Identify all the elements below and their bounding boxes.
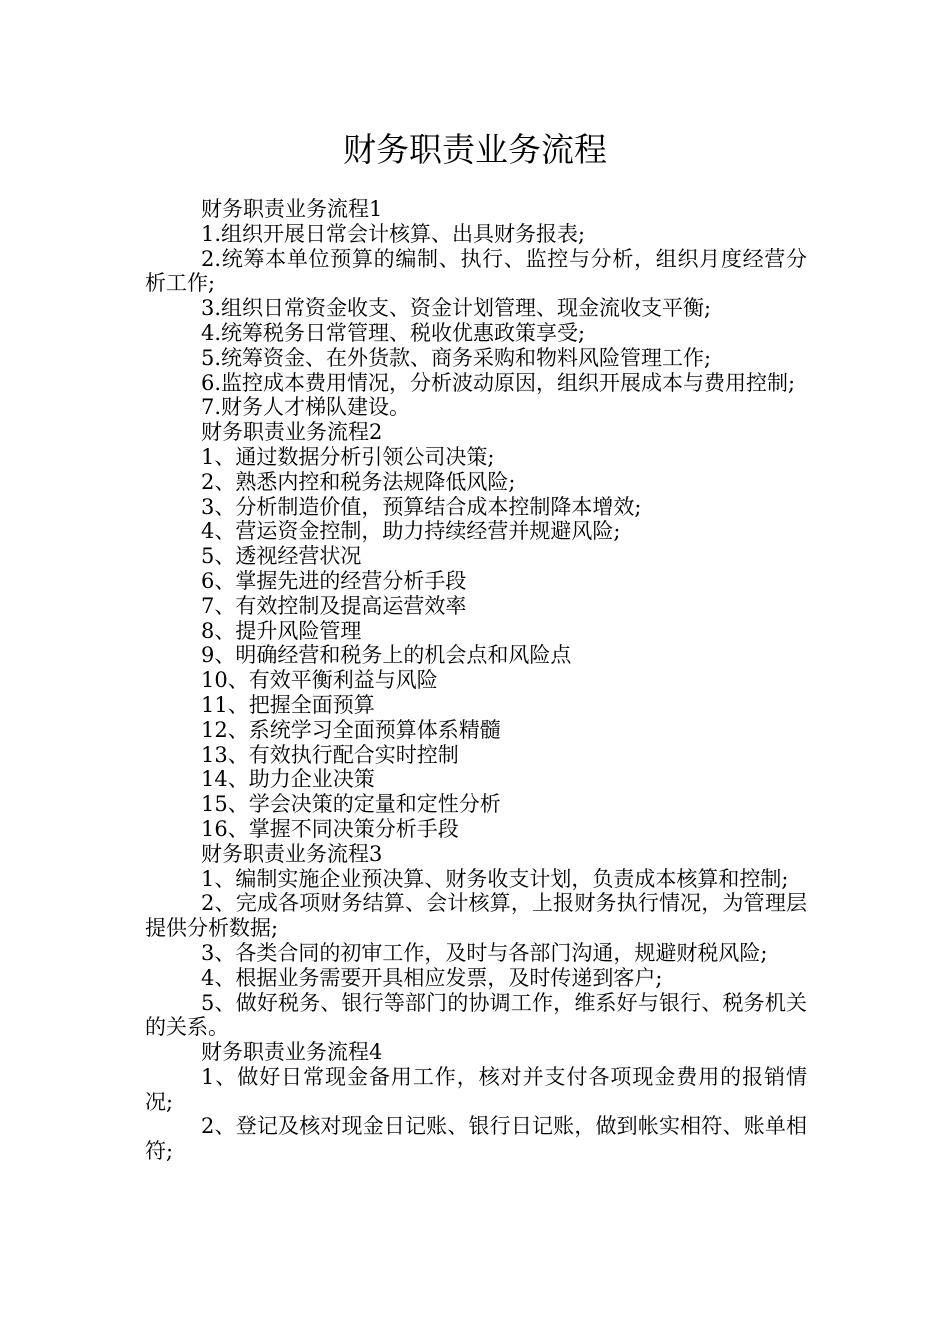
- list-item: 3、分析制造价值，预算结合成本控制降本增效;: [201, 494, 642, 519]
- list-item: 2、完成各项财务结算、会计核算，上报财务执行情况，为管理层提供分析数据;: [145, 891, 807, 941]
- list-item: 2、登记及核对现金日记账、银行日记账，做到帐实相符、账单相符;: [145, 1114, 807, 1164]
- list-item: 4.统筹税务日常管理、税收优惠政策享受;: [201, 320, 586, 345]
- list-item: 13、有效执行配合实时控制: [201, 742, 459, 767]
- list-item: 6、掌握先进的经营分析手段: [201, 568, 467, 593]
- list-item: 15、学会决策的定量和定性分析: [201, 792, 501, 817]
- list-item: 4、营运资金控制，助力持续经营并规避风险;: [201, 519, 621, 544]
- list-item: 9、明确经营和税务上的机会点和风险点: [201, 643, 572, 668]
- list-item: 10、有效平衡利益与风险: [201, 668, 438, 693]
- list-item: 3.组织日常资金收支、资金计划管理、现金流收支平衡;: [201, 296, 712, 321]
- section-heading: 财务职责业务流程2: [201, 420, 383, 445]
- list-item: 12、系统学习全面预算体系精髓: [201, 717, 501, 742]
- list-item: 2、熟悉内控和税务法规降低风险;: [201, 469, 516, 494]
- section-heading: 财务职责业务流程1: [201, 197, 383, 221]
- list-item: 6.监控成本费用情况，分析波动原因，组织开展成本与费用控制;: [201, 370, 796, 395]
- list-item: 14、助力企业决策: [201, 767, 375, 792]
- document-title: 财务职责业务流程: [343, 130, 607, 169]
- list-item: 4、根据业务需要开具相应发票，及时传递到客户;: [201, 965, 663, 990]
- list-item: 1.组织开展日常会计核算、出具财务报表;: [201, 221, 586, 246]
- list-item: 3、各类合同的初审工作，及时与各部门沟通，规避财税风险;: [201, 940, 768, 965]
- section-heading: 财务职责业务流程4: [201, 1040, 383, 1065]
- list-item: 8、提升风险管理: [201, 618, 362, 643]
- list-item: 5.统筹资金、在外货款、商务采购和物料风险管理工作;: [201, 345, 712, 370]
- list-item: 5、做好税务、银行等部门的协调工作，维系好与银行、税务机关的关系。: [145, 990, 807, 1040]
- list-item: 7、有效控制及提高运营效率: [201, 593, 467, 618]
- list-item: 1、做好日常现金备用工作，核对并支付各项现金费用的报销情况;: [145, 1064, 807, 1114]
- list-item: 2.统筹本单位预算的编制、执行、监控与分析，组织月度经营分析工作;: [145, 246, 807, 296]
- list-item: 7.财务人才梯队建设。: [201, 395, 411, 420]
- list-item: 11、把握全面预算: [201, 692, 375, 717]
- list-item: 5、透视经营状况: [201, 544, 362, 569]
- list-item: 1、通过数据分析引领公司决策;: [201, 444, 495, 469]
- list-item: 16、掌握不同决策分析手段: [201, 816, 459, 841]
- document-body: [145, 197, 807, 1164]
- list-item: 1、编制实施企业预决算、财务收支计划，负责成本核算和控制;: [201, 866, 789, 891]
- section-heading: 财务职责业务流程3: [201, 841, 383, 866]
